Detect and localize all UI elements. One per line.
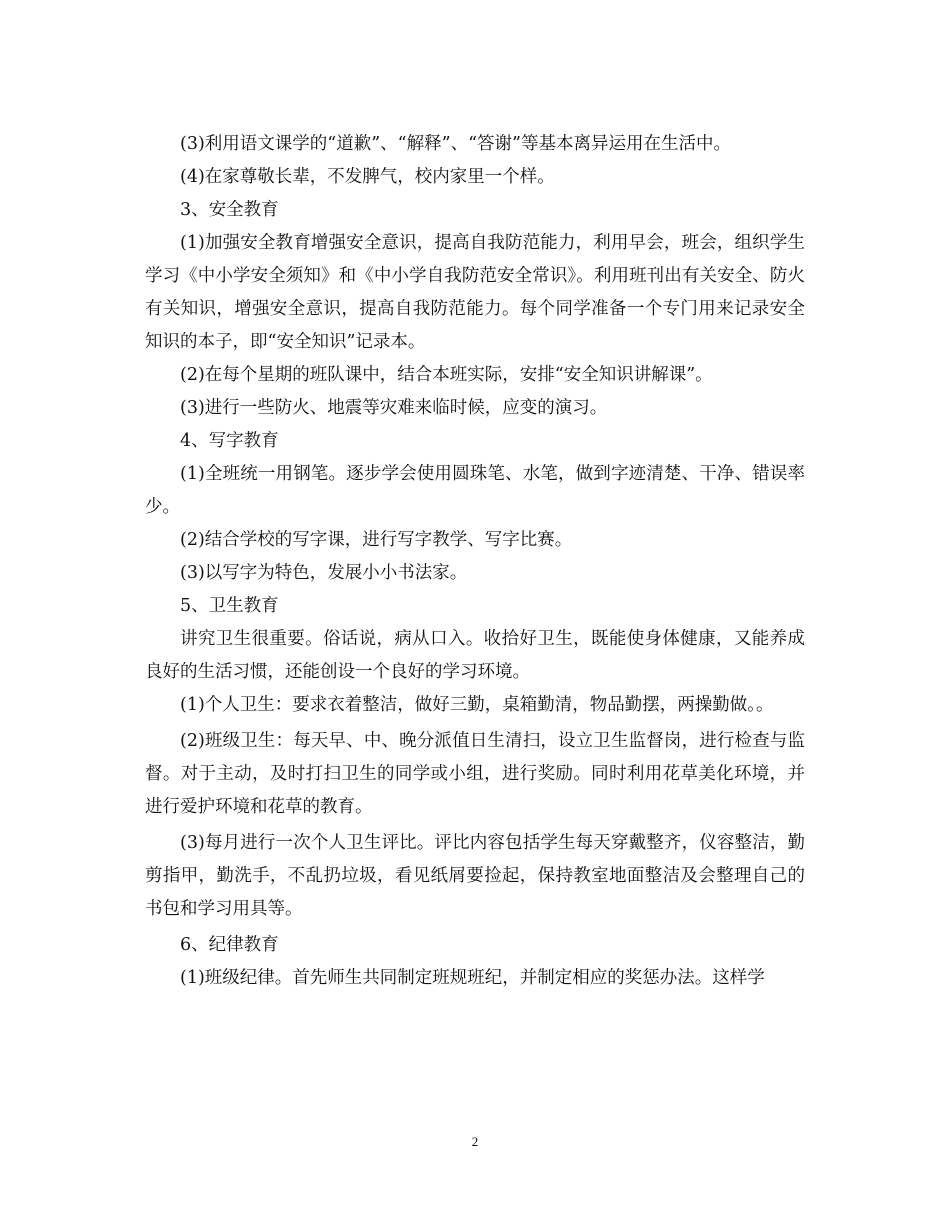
paragraph-safety-2: (2)在每个星期的班队课中，结合本班实际，安排“安全知识讲解课”。 — [180, 365, 713, 385]
paragraph-writing-3: (3)以写字为特色，发展小小书法家。 — [180, 563, 468, 583]
section-heading-writing: 4、写字教育 — [180, 431, 279, 451]
paragraph-writing-1: (1)全班统一用钢笔。逐步学会使用圆珠笔、水笔，做到字迹清楚、干净、错误率少。 — [145, 464, 805, 517]
paragraph-discipline-1: (1)班级纪律。首先师生共同制定班规班纪，并制定相应的奖惩办法。这样学 — [180, 968, 765, 988]
paragraph-hygiene-2: (2)班级卫生：每天早、中、晚分派值日生清扫，设立卫生监督岗，进行检查与监督。对于主动，及时打扫卫生的同学或小组，进行奖励。同时利用花草美化环境，并进行爱护环境和花草的教育。 — [145, 731, 805, 817]
paragraph-hygiene-1: (1)个人卫生：要求衣着整洁，做好三勤，桌箱勤清，物品勤摆，两操勤做。。 — [180, 695, 774, 715]
paragraph-writing-2: (2)结合学校的写字课，进行写字教学、写字比赛。 — [180, 530, 573, 550]
paragraph-etiquette-4: (4)在家尊敬长辈，不发脾气，校内家里一个样。 — [180, 167, 555, 187]
section-heading-safety: 3、安全教育 — [180, 200, 279, 220]
paragraph-hygiene-3: (3)每月进行一次个人卫生评比。评比内容包括学生每天穿戴整齐，仪容整洁，勤剪指甲，勤洗手，不乱扔垃圾，看见纸屑要捡起，保持教室地面整洁及会整理自己的书包和学习用具等。 — [145, 833, 805, 919]
section-heading-discipline: 6、纪律教育 — [180, 935, 279, 955]
paragraph-safety-3: (3)进行一些防火、地震等灾难来临时候，应变的演习。 — [180, 398, 608, 418]
document-body — [145, 128, 805, 995]
section-heading-hygiene: 5、卫生教育 — [180, 596, 279, 616]
paragraph-etiquette-3: (3)利用语文课学的“道歉”、“解释”、“答谢”等基本离异运用在生活中。 — [180, 134, 731, 154]
paragraph-hygiene-intro: 讲究卫生很重要。俗话说，病从口入。收拾好卫生，既能使身体健康，又能养成良好的生活习惯，还能创设一个良好的学习环境。 — [145, 629, 805, 682]
paragraph-safety-1: (1)加强安全教育增强安全意识，提高自我防范能力，利用早会，班会，组织学生学习《中小学安全须知》和《中小学自我防范安全常识》。利用班刊出有关安全、防火有关知识，增强安全意识，提高自我防范能力。每个同学准备一个专门用来记录安全知识的本子，即“安全知识”记录本。 — [145, 233, 805, 352]
page-number: 2 — [471, 1134, 479, 1149]
